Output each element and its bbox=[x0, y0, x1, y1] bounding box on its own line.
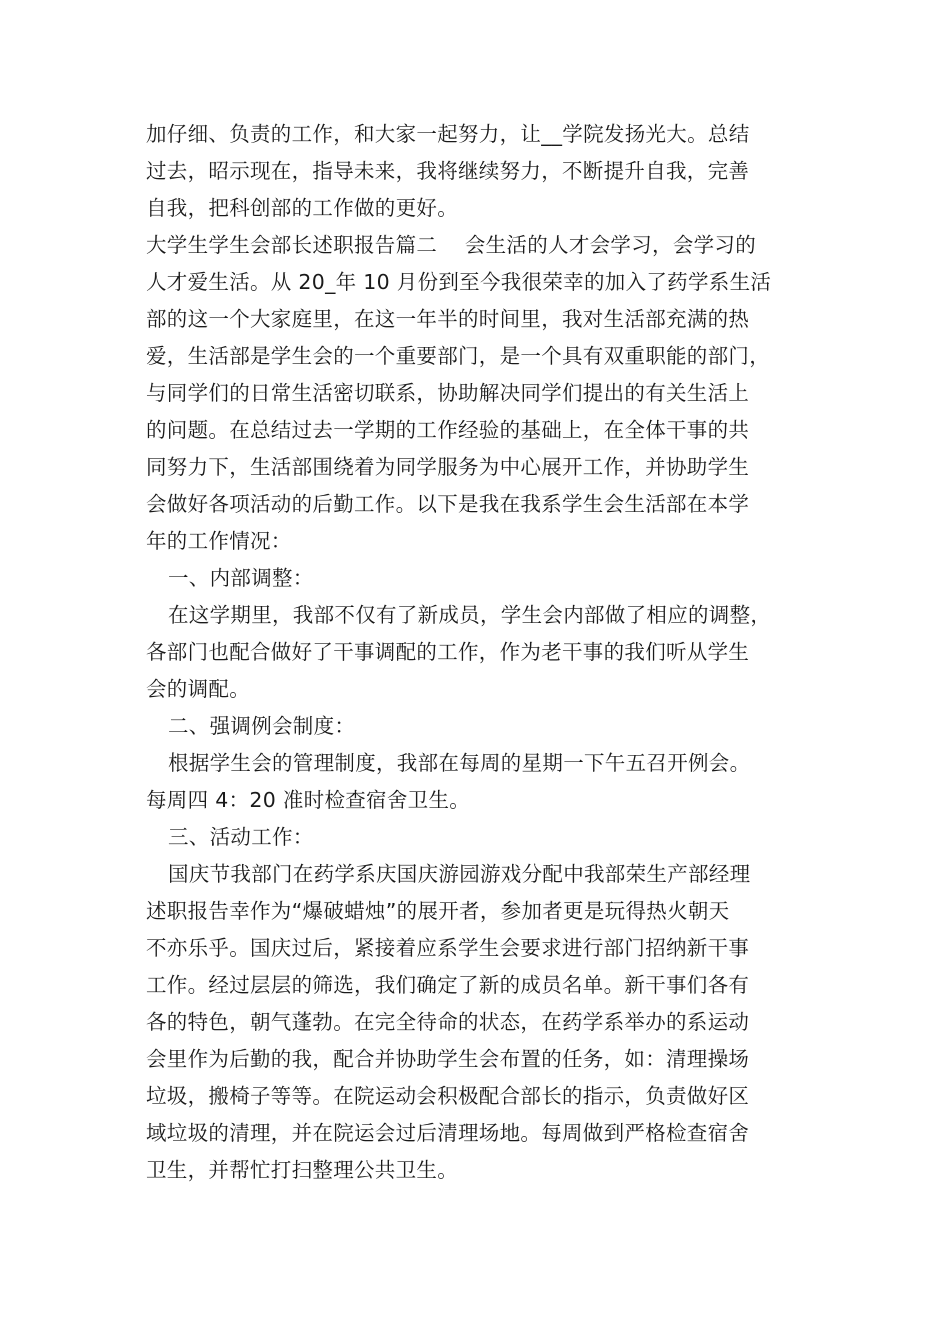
text-line: 人才爱生活。从 20_年 10 月份到至今我很荣幸的加入了药学系生活 bbox=[146, 270, 772, 294]
text-line: 在这学期里，我部不仅有了新成员，学生会内部做了相应的调整， bbox=[168, 603, 772, 627]
text-line: 国庆节我部门在药学系庆国庆游园游戏分配中我部荣生产部经理 bbox=[168, 862, 751, 886]
text-line: 自我，把科创部的工作做的更好。 bbox=[146, 196, 458, 220]
text-line: 述职报告幸作为“爆破蜡烛”的展开者，参加者更是玩得热火朝天 bbox=[146, 899, 730, 923]
text-line: 一、内部调整： bbox=[168, 566, 314, 590]
text-line: 会里作为后勤的我，配合并协助学生会布置的任务，如：清理操场 bbox=[146, 1047, 750, 1071]
text-line: 不亦乐乎。国庆过后，紧接着应系学生会要求进行部门招纳新干事 bbox=[146, 936, 750, 960]
text-line: 二、强调例会制度： bbox=[168, 714, 356, 738]
text-line: 三、活动工作： bbox=[168, 825, 314, 849]
text-line: 加仔细、负责的工作，和大家一起努力，让__学院发扬光大。总结 bbox=[146, 122, 750, 146]
text-line: 各的特色，朝气蓬勃。在完全待命的状态，在药学系举办的系运动 bbox=[146, 1010, 750, 1034]
text-line: 同努力下，生活部围绕着为同学服务为中心展开工作，并协助学生 bbox=[146, 455, 750, 479]
text-line: 工作。经过层层的筛选，我们确定了新的成员名单。新干事们各有 bbox=[146, 973, 750, 997]
text-line: 的问题。在总结过去一学期的工作经验的基础上，在全体干事的共 bbox=[146, 418, 750, 442]
text-line: 域垃圾的清理，并在院运会过后清理场地。每周做到严格检查宿舍 bbox=[146, 1121, 750, 1145]
text-line: 卫生，并帮忙打扫整理公共卫生。 bbox=[146, 1158, 458, 1182]
text-line: 每周四 4：20 准时检查宿舍卫生。 bbox=[146, 788, 471, 812]
document-body bbox=[146, 116, 808, 1189]
text-line: 大学生学生会部长述职报告篇二 会生活的人才会学习，会学习的 bbox=[146, 233, 757, 257]
text-line: 根据学生会的管理制度，我部在每周的星期一下午五召开例会。 bbox=[168, 751, 751, 775]
text-line: 年的工作情况： bbox=[146, 529, 292, 553]
text-line: 会做好各项活动的后勤工作。以下是我在我系学生会生活部在本学 bbox=[146, 492, 750, 516]
text-line: 过去，昭示现在，指导未来，我将继续努力，不断提升自我，完善 bbox=[146, 159, 750, 183]
text-line: 与同学们的日常生活密切联系，协助解决同学们提出的有关生活上 bbox=[146, 381, 750, 405]
text-line: 爱，生活部是学生会的一个重要部门，是一个具有双重职能的部门， bbox=[146, 344, 770, 368]
text-line: 部的这一个大家庭里，在这一年半的时间里，我对生活部充满的热 bbox=[146, 307, 750, 331]
text-line: 垃圾，搬椅子等等。在院运动会积极配合部长的指示，负责做好区 bbox=[146, 1084, 750, 1108]
text-line: 各部门也配合做好了干事调配的工作，作为老干事的我们听从学生 bbox=[146, 640, 750, 664]
text-line: 会的调配。 bbox=[146, 677, 250, 701]
